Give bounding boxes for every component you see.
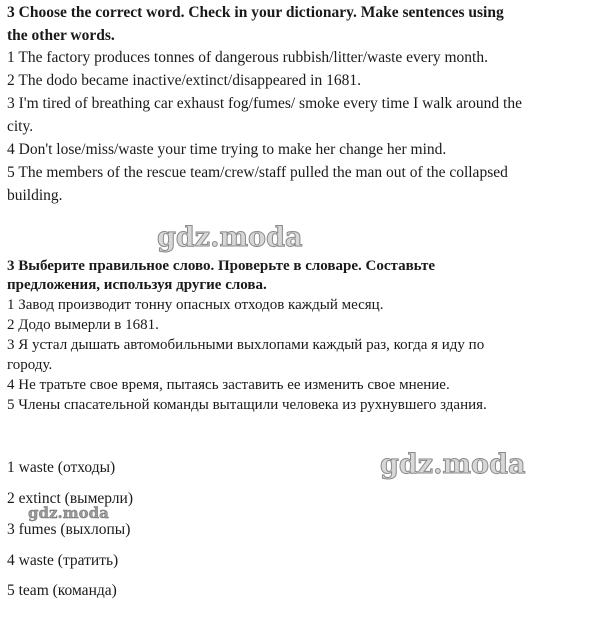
exercise-item-ru-3: 3 Я устал дышать автомобильными выхлопами каждый раз, когда я иду по — [7, 337, 485, 353]
watermark-logo-small: gdz.moda — [28, 504, 109, 522]
exercise-item-en-3-continued: city. — [7, 118, 34, 135]
watermark-logo-top: gdz.moda — [157, 222, 303, 253]
answer-1: 1 waste (отходы) — [7, 459, 116, 476]
exercise-item-ru-2: 2 Додо вымерли в 1681. — [7, 317, 159, 333]
answer-2: 2 extinct (вымерли) — [7, 490, 133, 507]
exercise-item-ru-1: 1 Завод производит тонну опасных отходов каждый месяц. — [7, 297, 384, 313]
exercise-title-en-line-1: 3 Choose the correct word. Check in your dictionary. Make sentences using — [7, 4, 504, 21]
exercise-title-ru-line-2: предложения, используя другие слова. — [7, 277, 267, 293]
answer-3: 3 fumes (выхлопы) — [7, 521, 131, 538]
exercise-item-en-1: 1 The factory produces tonnes of dangerous rubbish/litter/waste every month. — [7, 49, 488, 66]
exercise-item-en-5-continued: building. — [7, 187, 63, 204]
exercise-item-en-2: 2 The dodo became inactive/extinct/disappeared in 1681. — [7, 72, 361, 89]
exercise-item-en-4: 4 Don't lose/miss/waste your time trying to make her change her mind. — [7, 141, 447, 158]
exercise-item-ru-4: 4 Не тратьте свое время, пытаясь заставить ее изменить свое мнение. — [7, 377, 450, 393]
exercise-title-ru-line-1: 3 Выберите правильное слово. Проверьте в словаре. Составьте — [7, 258, 436, 274]
answer-4: 4 waste (тратить) — [7, 552, 119, 569]
exercise-item-en-5: 5 The members of the rescue team/crew/staff pulled the man out of the collapsed — [7, 164, 508, 181]
exercise-title-en-line-2: the other words. — [7, 27, 115, 44]
exercise-item-ru-5: 5 Члены спасательной команды вытащили человека из рухнувшего здания. — [7, 397, 487, 413]
exercise-item-en-3: 3 I'm tired of breathing car exhaust fog/fumes/ smoke every time I walk around the — [7, 95, 522, 112]
watermark-logo-middle: gdz.moda — [380, 449, 526, 480]
exercise-item-ru-3-continued: городу. — [7, 357, 53, 373]
answer-5: 5 team (команда) — [7, 582, 117, 599]
